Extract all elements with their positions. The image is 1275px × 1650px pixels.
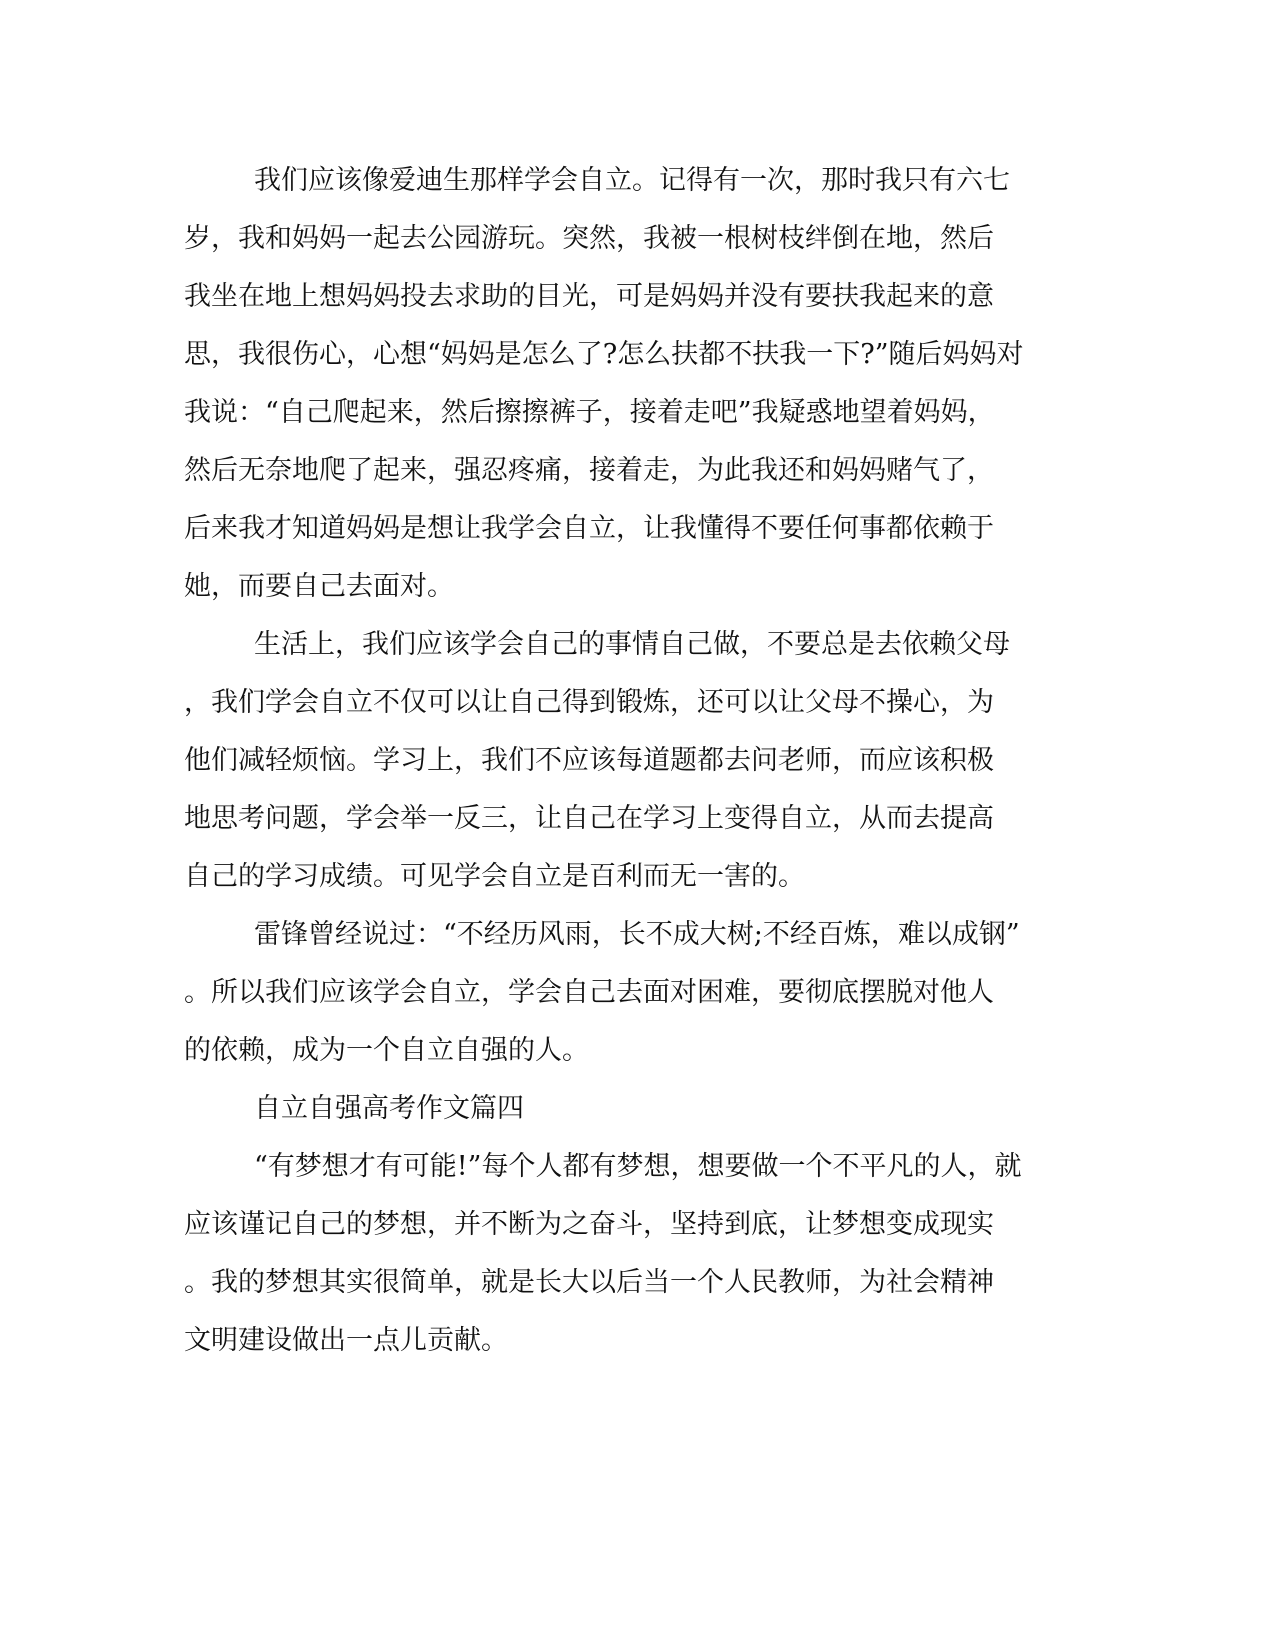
paragraph-line: “有梦想才有可能!”每个人都有梦想，想要做一个不平凡的人，就 <box>254 1151 1022 1182</box>
paragraph-line: 他们减轻烦恼。学习上，我们不应该每道题都去问老师，而应该积极 <box>184 745 994 776</box>
paragraph-line: 。所以我们应该学会自立，学会自己去面对困难，要彻底摆脱对他人 <box>184 977 994 1008</box>
paragraph-line: 我们应该像爱迪生那样学会自立。记得有一次，那时我只有六七 <box>254 165 1010 196</box>
paragraph-line: 生活上，我们应该学会自己的事情自己做，不要总是去依赖父母 <box>254 629 1010 660</box>
paragraph-line: 文明建设做出一点儿贡献。 <box>184 1325 508 1356</box>
paragraph-line: 岁，我和妈妈一起去公园游玩。突然，我被一根树枝绊倒在地，然后 <box>184 223 994 254</box>
paragraph-line: 我说：“自己爬起来，然后擦擦裤子，接着走吧”我疑惑地望着妈妈， <box>184 397 995 428</box>
paragraph-line: 地思考问题，学会举一反三，让自己在学习上变得自立，从而去提高 <box>184 803 994 834</box>
paragraph-line: 自己的学习成绩。可见学会自立是百利而无一害的。 <box>184 861 805 892</box>
paragraph-line: 然后无奈地爬了起来，强忍疼痛，接着走，为此我还和妈妈赌气了， <box>184 455 994 486</box>
section-heading: 自立自强高考作文篇四 <box>254 1093 524 1124</box>
document-body <box>184 152 1044 1370</box>
paragraph-line: 我坐在地上想妈妈投去求助的目光，可是妈妈并没有要扶我起来的意 <box>184 281 994 312</box>
paragraph-line: 思，我很伤心，心想“妈妈是怎么了?怎么扶都不扶我一下?”随后妈妈对 <box>184 339 1024 370</box>
paragraph-line: ，我们学会自立不仅可以让自己得到锻炼，还可以让父母不操心，为 <box>184 687 994 718</box>
paragraph-line: 。我的梦想其实很简单，就是长大以后当一个人民教师，为社会精神 <box>184 1267 994 1298</box>
paragraph-line: 后来我才知道妈妈是想让我学会自立，让我懂得不要任何事都依赖于 <box>184 513 994 544</box>
paragraph-line: 的依赖，成为一个自立自强的人。 <box>184 1035 589 1066</box>
paragraph-line: 雷锋曾经说过：“不经历风雨，长不成大树;不经百炼，难以成钢” <box>254 919 1020 950</box>
paragraph-line: 应该谨记自己的梦想，并不断为之奋斗，坚持到底，让梦想变成现实 <box>184 1209 994 1240</box>
paragraph-line: 她，而要自己去面对。 <box>184 571 454 602</box>
